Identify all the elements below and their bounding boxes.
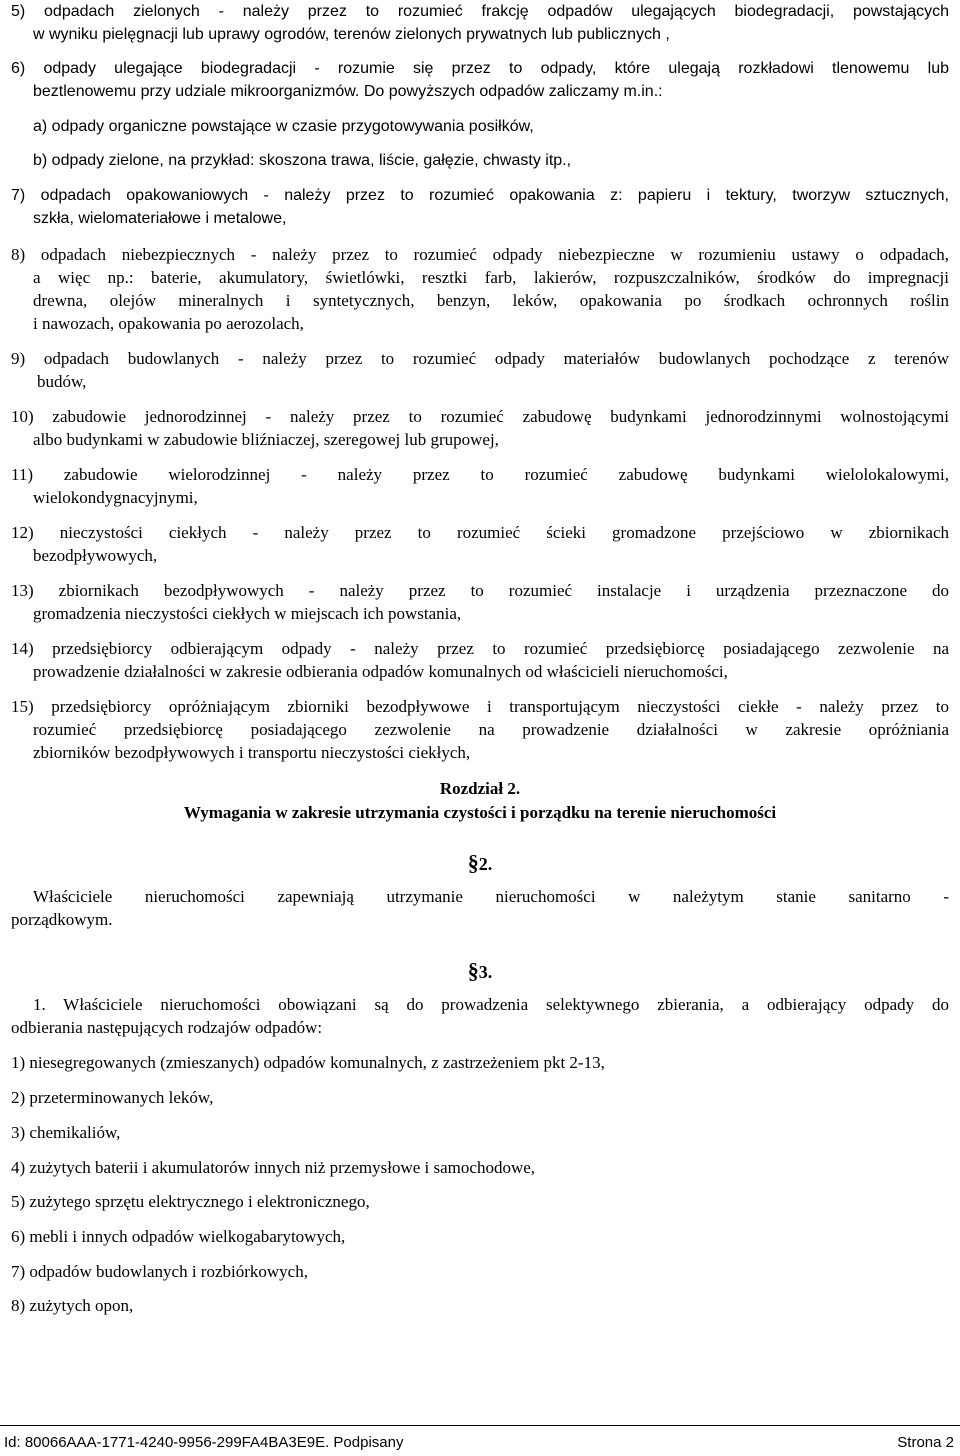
item-line: 14) przedsiębiorcy odbierającym odpady - należy przez to rozumieć przedsiębiorcę posiadającego zezwolenie na	[11, 639, 949, 658]
paragraph-number: 2.	[478, 854, 493, 874]
definition-item-9	[11, 347, 949, 393]
item-line: 8) odpadach niebezpiecznych - należy przez to rozumieć odpady niebezpieczne w rozumieniu ustawy o odpadach,	[11, 245, 949, 264]
item-line: 13) zbiornikach bezodpływowych - należy przez to rozumieć instalacje i urządzenia przeznaczone do	[11, 581, 949, 600]
item-line: a więc np.: baterie, akumulatory, świetlówki, resztki farb, lakierów, rozpuszczalników, środków do impregnacji	[33, 268, 949, 287]
waste-type-item: 8) zużytych opon,	[11, 1296, 134, 1315]
definition-item-7	[11, 184, 949, 230]
page-footer	[4, 1434, 954, 1451]
paragraph-mark-3	[0, 958, 960, 984]
item-line: szkła, wielomateriałowe i metalowe,	[33, 210, 287, 227]
item-line: w wyniku pielęgnacji lub uprawy ogrodów, terenów zielonych prywatnych lub publicznych ,	[33, 26, 670, 43]
chapter-number: Rozdział 2.	[439, 779, 521, 798]
item-line: 9) odpadach budowlanych - należy przez to rozumieć odpady materiałów budowlanych pochodzące z terenów	[11, 349, 949, 368]
item-line: budów,	[37, 372, 87, 391]
paragraph-2-text	[11, 885, 949, 931]
item-line: 11) zabudowie wielorodzinnej - należy przez to rozumieć zabudowę budynkami wielolokalowymi,	[11, 465, 949, 484]
item-line: rozumieć przedsiębiorcę posiadającego zezwolenie na prowadzenie działalności w zakresie opróżniania	[33, 720, 949, 739]
waste-type-item: 7) odpadów budowlanych i rozbiórkowych,	[11, 1262, 308, 1281]
definition-item-6b	[33, 149, 960, 172]
definition-item-11	[11, 463, 949, 509]
item-line: a) odpady organiczne powstające w czasie przygotowywania posiłków,	[33, 118, 534, 135]
item-line: zbiorników bezodpływowych i transportu nieczystości ciekłych,	[33, 743, 471, 762]
paragraph-line: porządkowym.	[11, 910, 113, 929]
document-id: Id: 80066AAA-1771-4240-9956-299FA4BA3E9E. Podpisany	[4, 1434, 404, 1451]
item-line: wielokondygnacyjnymi,	[33, 488, 198, 507]
item-line: 10) zabudowie jednorodzinnej - należy przez to rozumieć zabudowę budynkami jednorodzinnymi wolnostojącymi	[11, 407, 949, 426]
paragraph-mark-2	[0, 850, 960, 876]
item-line: 7) odpadach opakowaniowych - należy przez to rozumieć opakowania z: papieru i tektury, tworzyw sztucznych,	[11, 187, 949, 204]
definition-item-14	[11, 637, 949, 683]
page-number: Strona 2	[897, 1434, 954, 1451]
section-sign: §	[467, 958, 479, 983]
paragraph-line: Właściciele nieruchomości zapewniają utrzymanie nieruchomości w należytym stanie sanitarno -	[33, 887, 949, 906]
definition-item-12	[11, 521, 949, 567]
item-line: albo budynkami w zabudowie bliźniaczej, szeregowej lub grupowej,	[33, 430, 499, 449]
definition-item-6a	[33, 115, 960, 138]
paragraph-3-point-1	[11, 993, 949, 1039]
definition-item-8	[11, 243, 949, 335]
item-line: 12) nieczystości ciekłych - należy przez to rozumieć ścieki gromadzone przejściowo w zbiornikach	[11, 523, 949, 542]
item-line: 5) odpadach zielonych - należy przez to rozumieć frakcję odpadów ulegających biodegradacji, powstających	[11, 3, 949, 20]
item-line: 6) odpady ulegające biodegradacji - rozumie się przez to odpady, które ulegają rozkładowi tlenowemu lub	[11, 60, 949, 77]
item-line: beztlenowemu przy udziale mikroorganizmów. Do powyższych odpadów zaliczamy m.in.:	[33, 83, 663, 100]
definition-item-5	[11, 0, 949, 46]
definition-item-6	[11, 57, 949, 103]
paragraph-line: odbierania następujących rodzajów odpadów:	[11, 1018, 323, 1037]
waste-type-item: 2) przeterminowanych leków,	[11, 1088, 214, 1107]
paragraph-line: 1. Właściciele nieruchomości obowiązani są do prowadzenia selektywnego zbierania, a odbierający odpady do	[33, 995, 949, 1014]
definition-item-13	[11, 579, 949, 625]
item-line: drewna, olejów mineralnych i syntetycznych, benzyn, leków, opakowania po środkach ochronnych roślin	[33, 291, 949, 310]
item-line: bezodpływowych,	[33, 546, 158, 565]
chapter-title: Wymagania w zakresie utrzymania czystości i porządku na terenie nieruchomości	[183, 803, 777, 822]
waste-type-item: 5) zużytego sprzętu elektrycznego i elektronicznego,	[11, 1192, 370, 1211]
paragraph-number: 3.	[478, 962, 493, 982]
definition-item-15	[11, 695, 949, 764]
item-line: i nawozach, opakowania po aerozolach,	[33, 314, 304, 333]
item-line: gromadzenia nieczystości ciekłych w miejscach ich powstania,	[33, 604, 462, 623]
waste-type-item: 1) niesegregowanych (zmieszanych) odpadów komunalnych, z zastrzeżeniem pkt 2-13,	[11, 1053, 605, 1072]
definition-item-10	[11, 405, 949, 451]
waste-type-item: 3) chemikaliów,	[11, 1123, 121, 1142]
item-line: prowadzenie działalności w zakresie odbierania odpadów komunalnych od właścicieli nieruchomości,	[33, 662, 728, 681]
footer-divider	[0, 1425, 960, 1426]
item-line: b) odpady zielone, na przykład: skoszona trawa, liście, gałęzie, chwasty itp.,	[33, 152, 572, 169]
section-sign: §	[467, 850, 479, 875]
waste-type-item: 4) zużytych baterii i akumulatorów innych niż przemysłowe i samochodowe,	[11, 1158, 536, 1177]
waste-type-item: 6) mebli i innych odpadów wielkogabarytowych,	[11, 1227, 346, 1246]
item-line: 15) przedsiębiorcy opróżniającym zbiorniki bezodpływowe i transportującym nieczystości ciekłe - należy przez to	[11, 697, 949, 716]
